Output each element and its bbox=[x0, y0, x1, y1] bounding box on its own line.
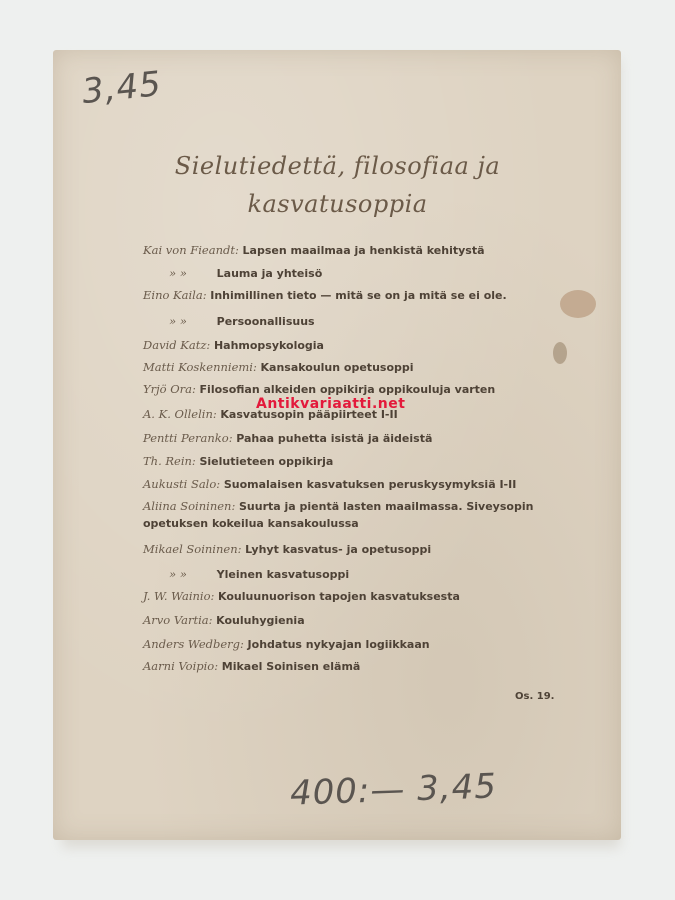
author: Pentti Peranko: bbox=[143, 431, 233, 445]
list-item bbox=[143, 287, 583, 304]
work-title: Pahaa puhetta isistä ja äideistä bbox=[236, 432, 433, 445]
work-title: Kouluhygienia bbox=[216, 614, 305, 627]
work-title: Sielutieteen oppikirja bbox=[199, 455, 334, 468]
author: Mikael Soininen: bbox=[143, 542, 242, 556]
work-title: Lapsen maailmaa ja henkistä kehitystä bbox=[242, 244, 485, 257]
work-title: Suurta ja pientä lasten maailmassa. Siveysopin opetuksen kokeilua kansakoulussa bbox=[143, 500, 534, 530]
list-item bbox=[143, 498, 563, 532]
work-title: Suomalaisen kasvatuksen peruskysymyksiä I-II bbox=[223, 478, 517, 491]
work-title: Kansakoulun opetusoppi bbox=[260, 361, 414, 374]
list-item bbox=[143, 588, 563, 605]
author: Th. Rein: bbox=[143, 454, 196, 468]
ditto-mark: » » bbox=[169, 567, 187, 581]
list-item bbox=[143, 612, 563, 629]
work-title: Lyhyt kasvatus- ja opetusoppi bbox=[245, 543, 432, 556]
watermark-text: Antikvariaatti.net bbox=[256, 396, 406, 412]
work-title: Kouluunuorison tapojen kasvatuksesta bbox=[218, 590, 460, 603]
author: Yrjö Ora: bbox=[143, 382, 196, 396]
cover-title-line2: kasvatusoppia bbox=[247, 190, 428, 218]
list-item bbox=[143, 359, 563, 376]
author: Aliina Soininen: bbox=[143, 499, 236, 513]
work-title: Persoonallisuus bbox=[216, 315, 315, 328]
work-title: Lauma ja yhteisö bbox=[216, 267, 323, 280]
author: Kai von Fieandt: bbox=[143, 243, 239, 257]
author: Eino Kaila: bbox=[143, 288, 207, 302]
list-item bbox=[143, 313, 563, 330]
list-item bbox=[143, 658, 563, 675]
list-item bbox=[143, 636, 563, 653]
author: Anders Wedberg: bbox=[143, 637, 244, 651]
author: Arvo Vartia: bbox=[143, 613, 213, 627]
work-title: Johdatus nykyajan logiikkaan bbox=[247, 638, 430, 651]
author: A. K. Ollelin: bbox=[143, 407, 217, 421]
list-item bbox=[143, 242, 563, 259]
author: David Katz: bbox=[143, 338, 211, 352]
author: Aarni Voipio: bbox=[143, 659, 219, 673]
author: Matti Koskenniemi: bbox=[143, 360, 257, 374]
ditto-mark: » » bbox=[169, 314, 187, 328]
cover-title-line1: Sielutiedettä, filosofiaa ja bbox=[174, 152, 501, 180]
list-item bbox=[143, 566, 563, 583]
work-title: Inhimillinen tieto — mitä se on ja mitä se ei ole. bbox=[210, 289, 507, 302]
list-item bbox=[143, 265, 563, 282]
work-title: Yleinen kasvatusoppi bbox=[216, 568, 350, 581]
list-item bbox=[143, 337, 563, 354]
handwritten-price-bottom: 400:— 3,45 bbox=[289, 766, 498, 814]
handwritten-price-top: 3,45 bbox=[80, 63, 164, 113]
author: Aukusti Salo: bbox=[143, 477, 221, 491]
catalog-code: Os. 19. bbox=[515, 691, 555, 702]
work-title: Mikael Soinisen elämä bbox=[221, 660, 361, 673]
list-item bbox=[143, 453, 563, 470]
list-item bbox=[143, 430, 563, 447]
list-item bbox=[143, 541, 563, 558]
list-item bbox=[143, 476, 563, 493]
work-title: Hahmopsykologia bbox=[213, 339, 324, 352]
work-title: Filosofian alkeiden oppikirja oppikouluja varten bbox=[199, 383, 496, 396]
work-title: Kasvatusopin pääpiirteet I-II bbox=[220, 408, 398, 421]
author: J. W. Wainio: bbox=[143, 589, 215, 603]
ditto-mark: » » bbox=[169, 266, 187, 280]
